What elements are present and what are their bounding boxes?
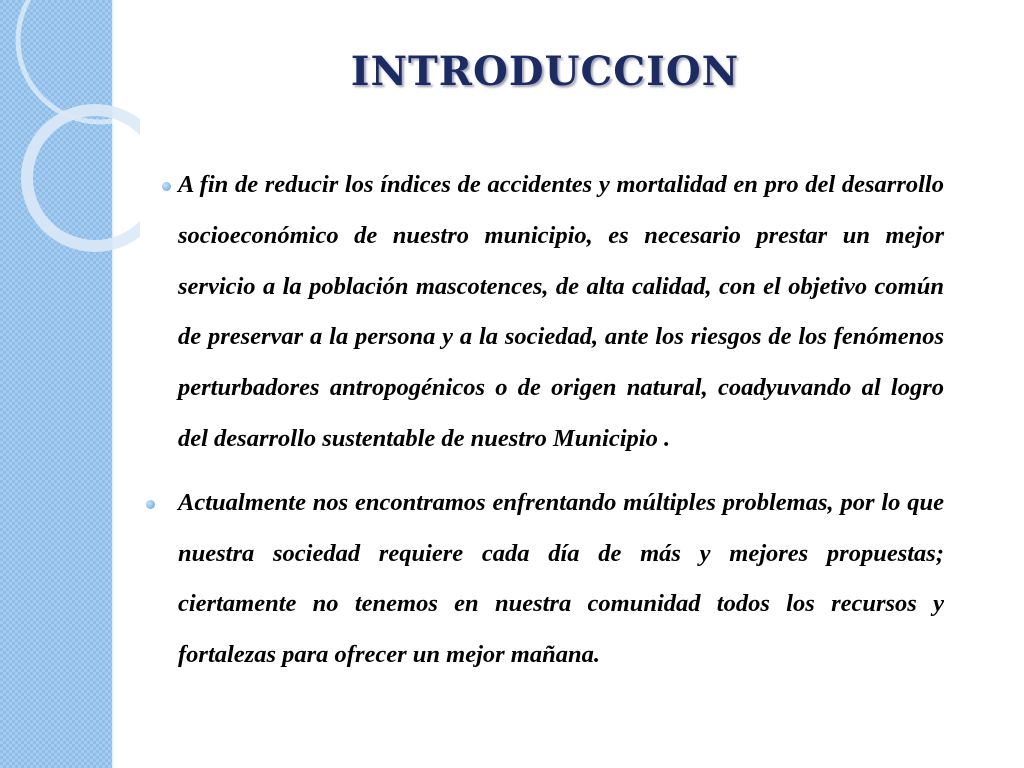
bullet-item bbox=[138, 478, 944, 681]
decorative-rings bbox=[0, 0, 140, 260]
bullet-text: A fin de reducir los índices de accidentes y mortalidad en pro del desarrollo socioeconómico de nuestro municipio, es necesario prestar un mejor servicio a la población mascotences, de alta calidad, con el objetivo común de preservar a la persona y a la sociedad, ante los riesgos de los fenómenos perturbadores antropogénicos o de origen natural, coadyuvando al logro del desarrollo sustentable de nuestro Municipio . bbox=[178, 171, 944, 452]
slide-content bbox=[138, 160, 944, 681]
bullet-text: Actualmente nos encontramos enfrentando múltiples problemas, por lo que nuestra sociedad requiere cada día de más y mejores propuestas; ciertamente no tenemos en nuestra comunidad todos los recursos y fortalezas para ofrecer un mejor mañana. bbox=[178, 488, 944, 669]
bullet-icon bbox=[162, 182, 171, 191]
decorative-ring-small bbox=[27, 110, 140, 246]
bullet-item bbox=[138, 160, 944, 465]
bullet-icon bbox=[146, 500, 155, 509]
decorative-ring-large bbox=[18, 0, 140, 122]
slide-title: INTRODUCCION bbox=[350, 48, 740, 95]
